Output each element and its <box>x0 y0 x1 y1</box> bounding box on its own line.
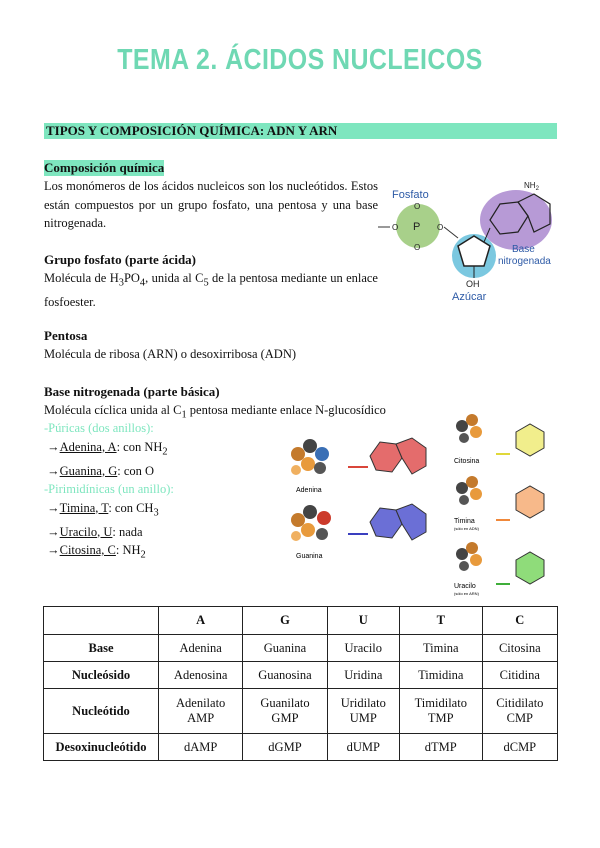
table-cell: Timina <box>399 635 482 662</box>
bases-list <box>44 419 174 565</box>
table-cell: Uracilo <box>327 635 399 662</box>
table-cell: Guanina <box>243 635 327 662</box>
base-heading: Base nitrogenada (parte básica) <box>44 384 220 399</box>
uracil-label: Uracilo <box>454 583 476 590</box>
uracil-ball-model <box>456 542 482 571</box>
phosphate-o-right: O <box>437 223 444 232</box>
diagram-base-label: Base <box>512 244 535 255</box>
table-cell: Citidilato CMP <box>482 689 557 734</box>
list-item: →Guanina, G: con O <box>47 463 155 478</box>
table-cell: Uridina <box>327 662 399 689</box>
guanine-ball-model <box>291 505 331 541</box>
cytosine-ball-model <box>456 414 482 443</box>
cytosine-ring <box>516 424 544 456</box>
nucleotide-diagram <box>378 176 558 302</box>
table-row <box>44 662 558 689</box>
table-header: G <box>243 607 327 635</box>
diagram-azucar-label: Azúcar <box>452 291 487 302</box>
table-cell: Guanilato GMP <box>243 689 327 734</box>
pentosa-text: Molécula de ribosa (ARN) o desoxirribosa (ADN) <box>44 347 297 361</box>
thymine-note: (sólo en ADN) <box>454 526 479 531</box>
table-cell: Citosina <box>482 635 557 662</box>
sugar-oh: OH <box>466 279 480 289</box>
adenine-ball-model <box>291 439 329 475</box>
table-header-row <box>44 607 558 635</box>
list-item: →Timina, T: con $CH_3$ <box>47 500 159 518</box>
table-cell: dTMP <box>399 734 482 761</box>
phosphate-p: P <box>413 221 421 233</box>
table-cell: Adenilato AMP <box>159 689 243 734</box>
table-row <box>44 635 558 662</box>
table-cell: dGMP <box>243 734 327 761</box>
pirimidinicas-label: -Pirimidínicas (un anillo): <box>44 482 174 496</box>
table-header: T <box>399 607 482 635</box>
puricas-label: -Púricas (dos anillos): <box>44 421 154 435</box>
adenine-label: Adenina <box>296 487 322 494</box>
nucleotide-table <box>43 606 558 761</box>
thymine-label: Timina <box>454 518 475 525</box>
list-item: →Adenina, A: con $NH_2$ <box>47 439 168 457</box>
uracil-ring <box>516 552 544 584</box>
table-cell: Adenosina <box>159 662 243 689</box>
table-cell: dAMP <box>159 734 243 761</box>
row-label: Nucleótido <box>44 689 159 734</box>
base-text: Molécula cíclica unida al $C_1$ pentosa mediante enlace N-glucosídico <box>44 403 386 421</box>
table-row <box>44 734 558 761</box>
table-cell: Citidina <box>482 662 557 689</box>
pyrimidines-diagram <box>448 408 560 598</box>
fosfato-text: Molécula de $H_3PO_4$, unida al $C_5$ de la pentosa mediante un enlace fosfoester. <box>44 271 378 309</box>
list-item: →Uracilo, U: nada <box>47 524 143 539</box>
section-heading: TIPOS Y COMPOSICIÓN QUÍMICA: ADN Y ARN <box>44 123 557 139</box>
row-label: Base <box>44 635 159 662</box>
thymine-ball-model <box>456 476 482 505</box>
row-label: Desoxinucleótido <box>44 734 159 761</box>
guanine-label: Guanina <box>296 553 323 560</box>
table-cell: Adenina <box>159 635 243 662</box>
table-cell: Timidilato TMP <box>399 689 482 734</box>
table-header: C <box>482 607 557 635</box>
table-cell: Uridilato UMP <box>327 689 399 734</box>
composicion-text: Los monómeros de los ácidos nucleicos son los nucleótidos. Estos están compuestos por un grupo fosfato, una pentosa y una base nitrogenada. <box>44 179 378 230</box>
table-cell: dUMP <box>327 734 399 761</box>
diagram-nitrogenada-label: nitrogenada <box>498 256 551 267</box>
table-cell: dCMP <box>482 734 557 761</box>
table-header: U <box>327 607 399 635</box>
cytosine-label: Citosina <box>454 458 480 465</box>
thymine-ring <box>516 486 544 518</box>
base-nh2: $NH_2$ <box>524 181 539 192</box>
uracil-note: (sólo en ARN) <box>454 591 479 596</box>
table-header <box>44 607 159 635</box>
row-label: Nucleósido <box>44 662 159 689</box>
purines-diagram <box>278 424 448 574</box>
list-item: →Citosina, C: $NH_2$ <box>47 543 146 561</box>
page-title: TEMA 2. ÁCIDOS NUCLEICOS <box>117 44 483 76</box>
table-cell: Guanosina <box>243 662 327 689</box>
phosphate-o-left: O <box>392 223 399 232</box>
composicion-heading: Composición química <box>44 160 165 175</box>
phosphate-o-top: O <box>414 202 421 211</box>
table-header: A <box>159 607 243 635</box>
phosphate-o-bottom: O <box>414 243 421 252</box>
table-row <box>44 689 558 734</box>
diagram-fosfato-label: Fosfato <box>392 189 429 201</box>
pentosa-heading: Pentosa <box>44 328 88 343</box>
table-cell: Timidina <box>399 662 482 689</box>
fosfato-heading: Grupo fosfato (parte ácida) <box>44 252 197 267</box>
